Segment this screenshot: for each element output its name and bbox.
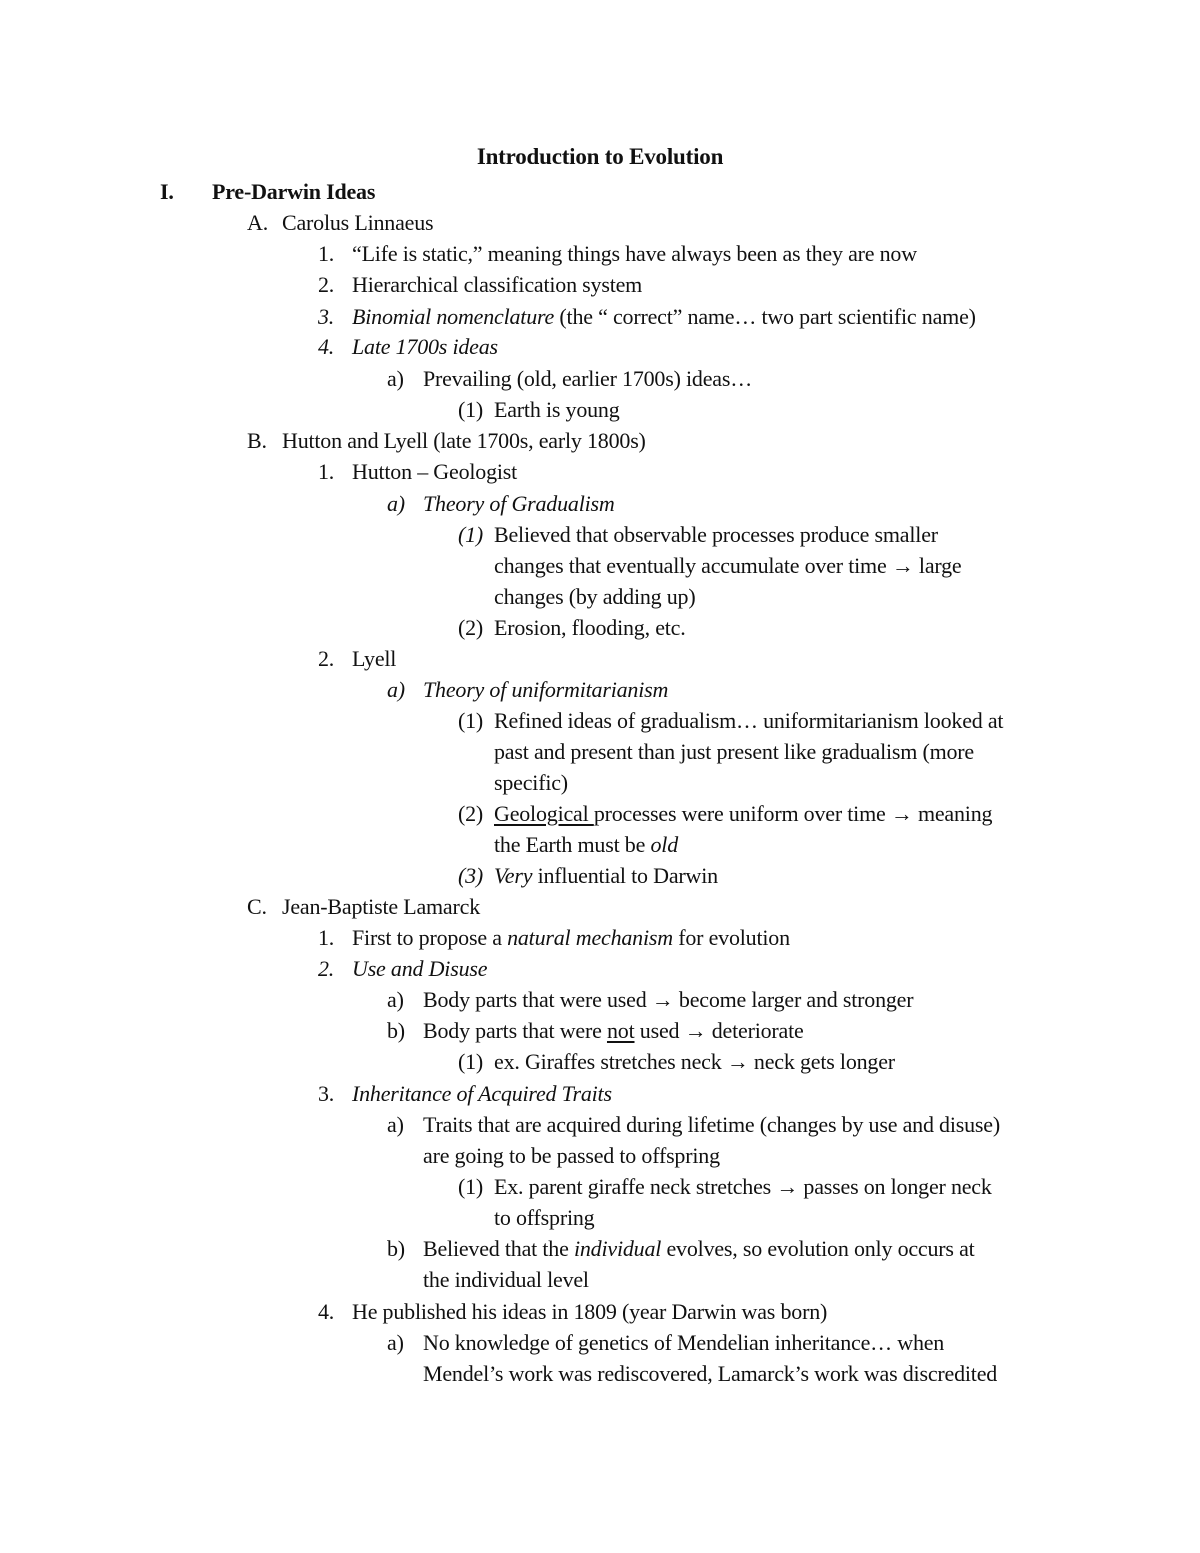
item-text: Hutton – Geologist — [352, 459, 518, 484]
item-text: Hierarchical classification system — [352, 272, 643, 297]
item-text-post: evolves, so evolution only occurs at — [661, 1236, 975, 1261]
item-marker: (3) — [458, 863, 484, 888]
item-text: changes that eventually accumulate over time → large — [494, 553, 962, 578]
item-text: to offspring — [494, 1205, 595, 1230]
item-text: Inheritance of Acquired Traits — [352, 1081, 612, 1106]
item-marker: 1. — [318, 925, 335, 950]
italic-term: natural mechanism — [507, 925, 673, 950]
item-text: Refined ideas of gradualism… uniformitarianism looked at — [494, 708, 1004, 733]
section-heading-text: Pre-Darwin Ideas — [212, 179, 376, 204]
section-marker: I. — [160, 179, 174, 204]
page-title: Introduction to Evolution — [476, 144, 724, 169]
underlined-term: not — [606, 1018, 635, 1043]
item-text-post: used → deteriorate — [634, 1018, 804, 1043]
item-marker: (1) — [458, 1174, 484, 1199]
item-text-rest: processes were uniform over time → meaning — [593, 801, 993, 826]
item-text: Jean-Baptiste Lamarck — [282, 894, 480, 919]
item-marker: (1) — [458, 1049, 484, 1074]
item-marker: 4. — [318, 334, 335, 359]
item-marker: (2) — [458, 801, 484, 826]
item-text: are going to be passed to offspring — [423, 1143, 720, 1168]
item-text — [494, 829, 678, 860]
item-marker: (1) — [458, 708, 484, 733]
item-text: Lyell — [352, 646, 397, 671]
item-marker: a) — [387, 1112, 404, 1137]
item-text: specific) — [494, 770, 568, 795]
item-text-pre: the Earth must be — [494, 832, 651, 857]
item-text: Late 1700s ideas — [352, 334, 498, 359]
item-text-post: for evolution — [672, 925, 790, 950]
item-text: Mendel’s work was rediscovered, Lamarck’s work was discredited — [423, 1361, 998, 1386]
item-text-rest: influential to Darwin — [532, 863, 718, 888]
item-text — [352, 922, 790, 953]
item-marker: 2. — [318, 956, 335, 981]
item-text: Theory of uniformitarianism — [423, 677, 669, 702]
item-marker: 3. — [318, 1081, 335, 1106]
item-text: Erosion, flooding, etc. — [494, 615, 686, 640]
item-text — [423, 1233, 975, 1264]
item-text: the individual level — [423, 1267, 589, 1292]
item-text: changes (by adding up) — [494, 584, 696, 609]
item-marker: a) — [387, 491, 405, 516]
item-marker: (1) — [458, 522, 484, 547]
underlined-term: Geological — [494, 801, 594, 826]
item-text: Carolus Linnaeus — [282, 210, 434, 235]
item-text: ex. Giraffes stretches neck → neck gets longer — [494, 1049, 895, 1074]
item-text: “Life is static,” meaning things have always been as they are now — [352, 241, 917, 266]
item-marker: a) — [387, 1330, 404, 1355]
italic-term: Very — [494, 863, 533, 888]
item-marker: b) — [387, 1018, 405, 1043]
item-text: Prevailing (old, earlier 1700s) ideas… — [423, 366, 753, 391]
item-text: Earth is young — [494, 397, 620, 422]
item-text-rest: (the “ correct” name… two part scientific name) — [554, 304, 976, 329]
item-marker: 2. — [318, 646, 335, 671]
item-text — [352, 301, 976, 332]
item-text: Believed that observable processes produce smaller — [494, 522, 938, 547]
item-text: Traits that are acquired during lifetime (changes by use and disuse) — [423, 1112, 1000, 1137]
item-text — [494, 860, 718, 891]
item-text: Use and Disuse — [352, 956, 488, 981]
item-marker: 4. — [318, 1299, 335, 1324]
item-marker: b) — [387, 1236, 405, 1261]
item-marker: C. — [247, 894, 267, 919]
item-marker: 1. — [318, 459, 335, 484]
item-marker: B. — [247, 428, 267, 453]
item-text-pre: Believed that the — [423, 1236, 574, 1261]
item-text: Ex. parent giraffe neck stretches → passes on longer neck — [494, 1174, 992, 1199]
italic-term: individual — [573, 1236, 662, 1261]
item-marker: a) — [387, 987, 404, 1012]
item-marker: a) — [387, 677, 405, 702]
item-text: He published his ideas in 1809 (year Darwin was born) — [352, 1299, 828, 1324]
item-text — [494, 798, 992, 829]
item-marker: (1) — [458, 397, 484, 422]
item-text-pre: First to propose a — [352, 925, 508, 950]
item-marker: a) — [387, 366, 404, 391]
item-text: No knowledge of genetics of Mendelian inheritance… when — [423, 1330, 945, 1355]
item-text: Body parts that were used → become larger and stronger — [423, 987, 914, 1012]
item-marker: (2) — [458, 615, 484, 640]
item-marker: 1. — [318, 241, 335, 266]
item-text: Hutton and Lyell (late 1700s, early 1800s) — [282, 428, 646, 453]
item-text-pre: Body parts that were — [423, 1018, 607, 1043]
italic-term: old — [650, 832, 678, 857]
italic-term: Binomial nomenclature — [352, 304, 555, 329]
item-text — [423, 1015, 804, 1046]
item-marker: 2. — [318, 272, 335, 297]
item-text: Theory of Gradualism — [423, 491, 615, 516]
item-text: past and present than just present like gradualism (more — [494, 739, 974, 764]
item-marker: A. — [247, 210, 268, 235]
item-marker: 3. — [318, 304, 335, 329]
